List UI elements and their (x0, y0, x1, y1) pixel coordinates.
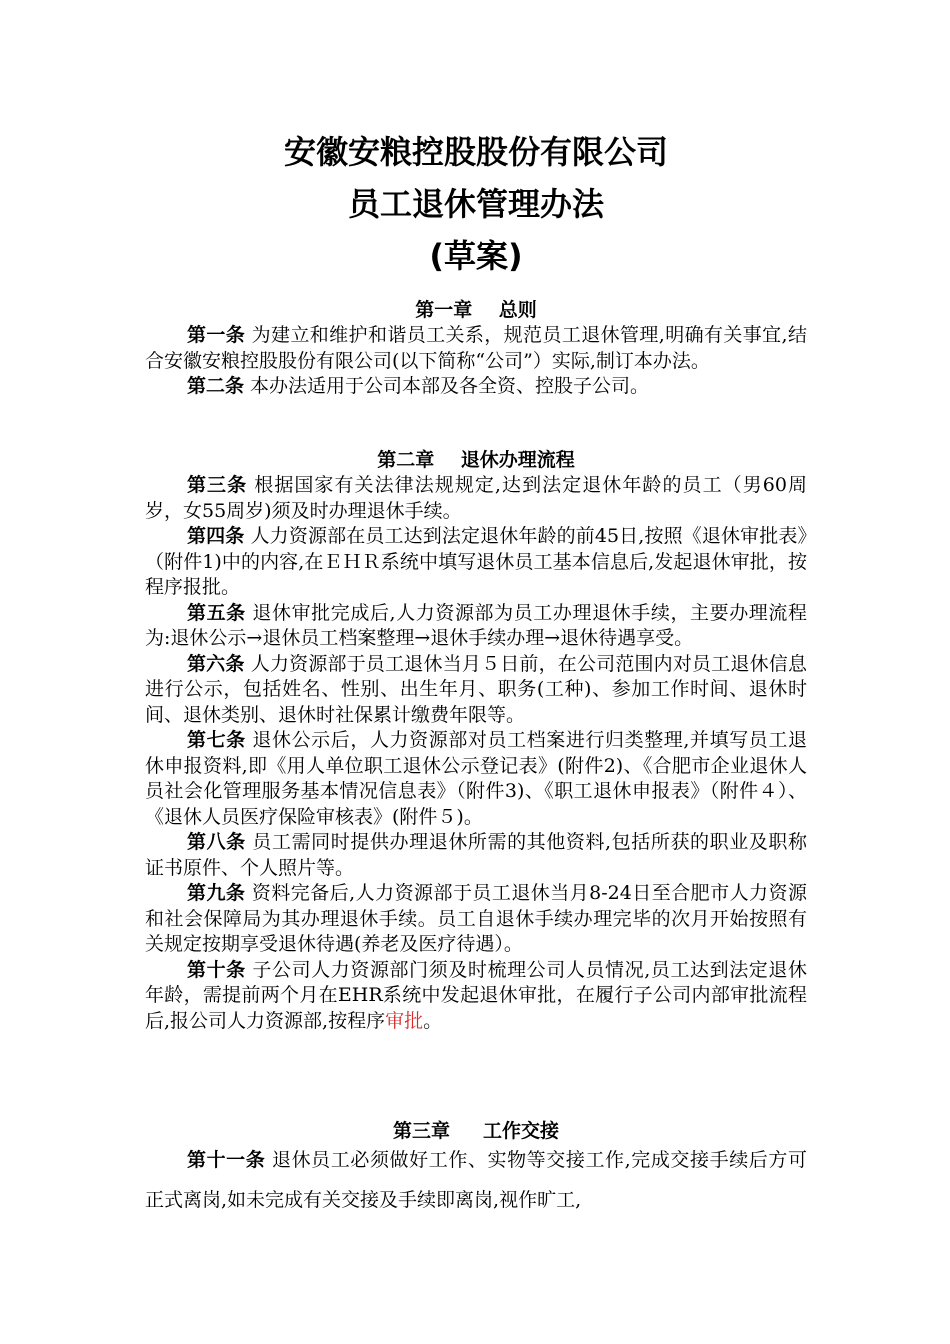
document-title (145, 126, 807, 282)
article-1 (145, 323, 807, 374)
article-2 (145, 374, 807, 400)
chapter-1-heading: 第一章 总则 (415, 299, 537, 321)
article-8 (145, 830, 807, 881)
article-7-text: 退休公示后，人力资源部对员工档案进行归类整理,并填写员工退休申报资料,即《用人单位职工退休公示登记表》(附件2)、《合肥市企业退休人员社会化管理服务基本情况信息表》（附件3)、《职工退休申报表》（附件４）、《退休人员医疗保险审核表》(附件５)。 (145, 729, 807, 828)
article-3-text: 根据国家有关法律法规规定,达到法定退休年龄的员工（男60周岁，女55周岁)须及时办理退休手续。 (145, 474, 807, 522)
title-draft: (草案) (429, 237, 523, 275)
article-10-label: 第十条 (187, 958, 246, 981)
chapter-2-heading: 第二章 退休办理流程 (377, 449, 575, 471)
article-4-label: 第四条 (187, 525, 245, 547)
article-8-text: 员工需同时提供办理退休所需的其他资料,包括所获的职业及职称证书原件、个人照片等。 (145, 831, 807, 879)
article-9 (145, 881, 807, 958)
article-7-label: 第七条 (187, 729, 246, 751)
article-10 (145, 958, 807, 1035)
article-1-label: 第一条 (187, 324, 246, 346)
article-6-text: 人力资源部于员工退休当月５日前，在公司范围内对员工退休信息进行公示，包括姓名、性别、出生年月、职务(工种)、参加工作时间、退休时间、退休类别、退休时社保累计缴费年限等。 (145, 652, 807, 726)
article-6-label: 第六条 (187, 652, 245, 675)
article-5-text: 退休审批完成后,人力资源部为员工办理退休手续，主要办理流程为:退休公示→退休员工档案整理→退休手续办理→退休待遇享受。 (145, 601, 807, 649)
article-5 (145, 601, 807, 652)
article-4-text: 人力资源部在员工达到法定退休年龄的前45日,按照《退休审批表》（附件1)中的内容,在ＥＨＲ系统中填写退休员工基本信息后,发起退休审批，按程序报批。 (145, 525, 807, 598)
title-company: 安徽安粮控股股份有限公司 (283, 133, 668, 171)
article-10-highlight: 审批 (385, 1009, 424, 1032)
article-9-label: 第九条 (187, 882, 246, 904)
chapter-2 (145, 447, 807, 1034)
title-document: 员工退休管理办法 (347, 185, 604, 223)
article-2-label: 第二条 (187, 375, 245, 397)
article-11 (145, 1140, 807, 1220)
chapter-1 (145, 297, 807, 400)
article-7 (145, 728, 807, 830)
chapter-3 (145, 1118, 807, 1220)
article-5-label: 第五条 (187, 601, 246, 624)
article-4 (145, 524, 807, 601)
article-11-text-1: 退休员工必须做好工作、实物等交接工作,完成交 (265, 1149, 691, 1171)
chapter-3-heading: 第三章 工作交接 (392, 1120, 560, 1142)
article-10-end: 。 (423, 1009, 443, 1032)
article-3 (145, 473, 807, 524)
article-3-label: 第三条 (187, 474, 248, 496)
article-11-text-2: 接手续后方可正式离岗,如未完成有关交接及手续即离岗,视作旷工, (145, 1149, 807, 1211)
article-2-text: 本办法适用于公司本部及各全资、控股子公司。 (244, 375, 650, 397)
article-6 (145, 652, 807, 729)
article-1-text: 为建立和维护和谐员工关系，规范员工退休管理,明确有关事宜,结合安徽安粮控股股份有限公司(以下简称“公司”）实际,制订本办法。 (145, 324, 807, 372)
article-11-label: 第十一条 (187, 1149, 266, 1171)
article-10-text: 子公司人力资源部门须及时梳理公司人员情况,员工达到法定退休年龄，需提前两个月在EHR系统中发起退休审批，在履行子公司内部审批流程后,报公司人力资源部,按程序 (145, 958, 807, 1032)
article-8-label: 第八条 (187, 831, 246, 853)
article-9-text: 资料完备后,人力资源部于员工退休当月8-24日至合肥市人力资源和社会保障局为其办理退休手续。员工自退休手续办理完毕的次月开始按照有关规定按期享受退休待遇(养老及医疗待遇）。 (145, 882, 807, 955)
